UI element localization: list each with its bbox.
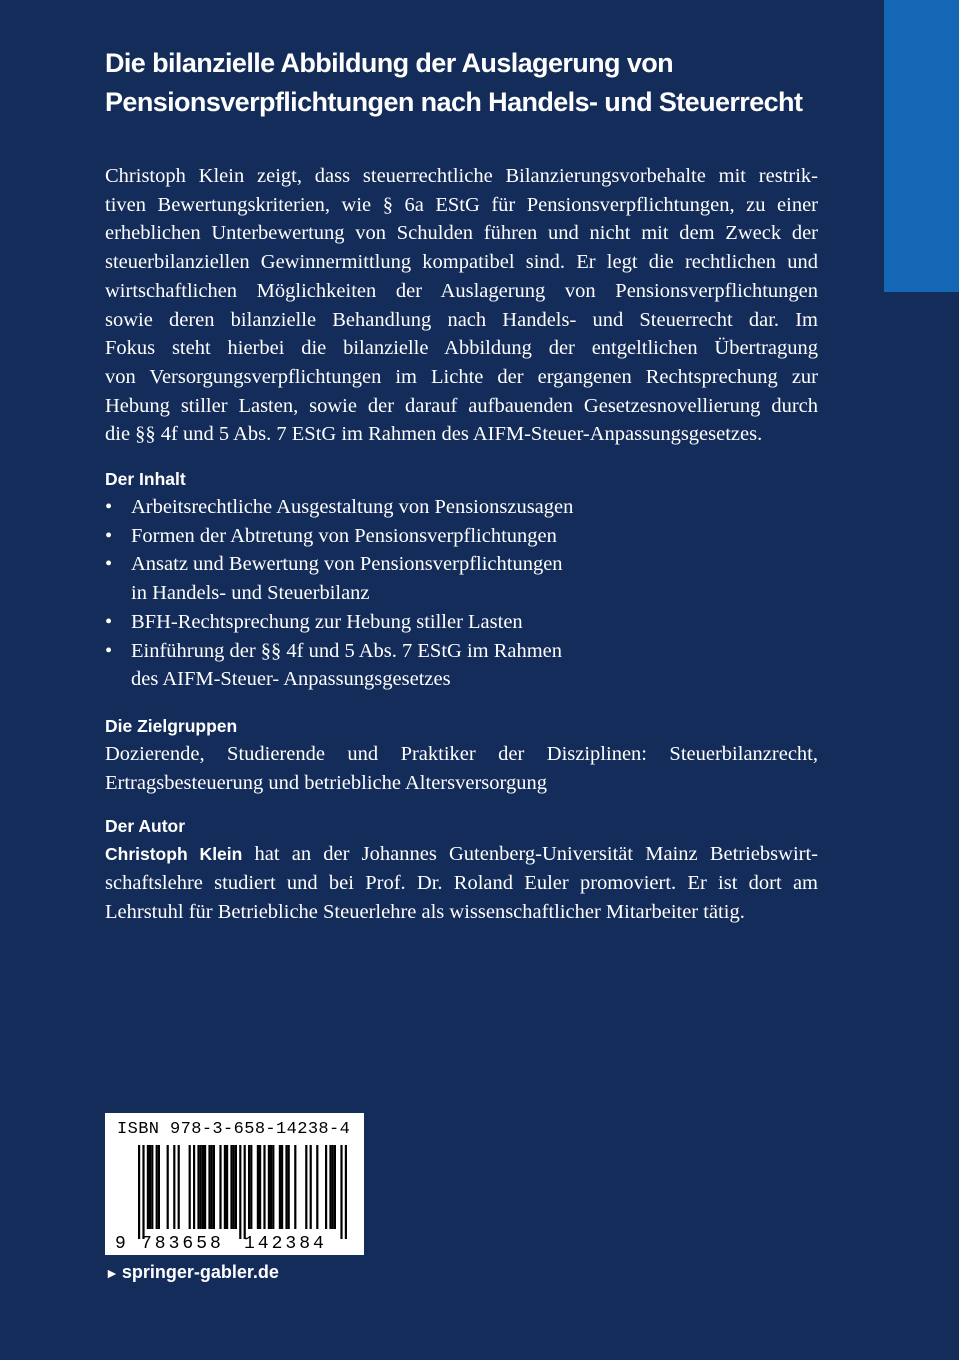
list-item-text: Ansatz und Bewertung von Pensionsverpflichtungen bbox=[131, 553, 563, 576]
abstract-line: erheblichen Unterbewertung von Schulden führen und nicht mit dem Zweck der bbox=[105, 222, 818, 245]
author-bio-text: hat an der Johannes Gutenberg-Universität Mainz Betriebswirt- bbox=[242, 843, 818, 866]
barcode-bar bbox=[332, 1145, 334, 1229]
barcode-bar bbox=[270, 1145, 272, 1229]
publisher-link[interactable] bbox=[105, 1262, 279, 1283]
barcode-digits-left: 783658 bbox=[141, 1234, 224, 1254]
barcode-bar bbox=[340, 1145, 342, 1239]
barcode-bar bbox=[230, 1145, 232, 1229]
barcode-bar bbox=[263, 1145, 265, 1229]
abstract-line: tiven Bewertungskriterien, wie § 6a EStG für Pensionsverpflichtungen, zu einer bbox=[105, 193, 818, 216]
barcode-bar bbox=[197, 1145, 199, 1229]
barcode-bar bbox=[288, 1145, 290, 1229]
author-bio bbox=[105, 840, 818, 926]
barcode-bar bbox=[259, 1145, 261, 1229]
barcode-bar bbox=[151, 1145, 153, 1229]
author-heading: Der Autor bbox=[105, 816, 186, 837]
list-item-text: Arbeitsrechtliche Ausgestaltung von Pensionszusagen bbox=[131, 496, 574, 519]
contents-list bbox=[105, 493, 818, 694]
abstract-line: Hebung stiller Lasten, sowie der darauf aufbauenden Gesetzesnovellierung durch bbox=[105, 394, 818, 417]
barcode-bar bbox=[329, 1145, 331, 1229]
website-url: springer-gabler.de bbox=[121, 1262, 279, 1282]
list-item bbox=[105, 550, 818, 607]
barcode-bar bbox=[138, 1145, 140, 1239]
barcode-bar bbox=[244, 1145, 246, 1239]
barcode-bar bbox=[268, 1145, 270, 1229]
abstract-line: sowie deren bilanzielle Behandlung nach Handels- und Steuerrecht dar. Im bbox=[105, 308, 818, 331]
isbn-barcode bbox=[105, 1113, 364, 1255]
list-item bbox=[105, 608, 818, 637]
barcode-bar bbox=[158, 1145, 160, 1229]
barcode-bar bbox=[147, 1145, 149, 1229]
barcode-bar bbox=[316, 1145, 318, 1229]
barcode-bar bbox=[200, 1145, 202, 1229]
bullet-icon: • bbox=[105, 610, 113, 633]
bullet-icon: • bbox=[105, 639, 113, 662]
barcode-digit-first: 9 bbox=[115, 1234, 126, 1254]
list-item-text: Formen der Abtretung von Pensionsverpflichtungen bbox=[131, 524, 557, 547]
list-item-text: BFH-Rechtsprechung zur Hebung stiller Lasten bbox=[131, 610, 523, 633]
barcode-bar bbox=[178, 1145, 180, 1229]
audience-line: Dozierende, Studierende und Praktiker der Disziplinen: Steuerbilanzrecht, bbox=[105, 742, 818, 765]
barcode-bar bbox=[325, 1145, 327, 1229]
barcode-bar bbox=[213, 1145, 215, 1229]
title-line: Die bilanzielle Abbildung der Auslagerung von bbox=[105, 48, 674, 78]
barcode-bar bbox=[294, 1145, 296, 1229]
author-name: Christoph Klein bbox=[105, 844, 243, 865]
barcode-bar bbox=[334, 1145, 336, 1229]
accent-bar bbox=[884, 0, 959, 292]
barcode-bar bbox=[156, 1145, 158, 1229]
bullet-icon: • bbox=[105, 496, 113, 519]
abstract-line: wirtschaftlichen Möglichkeiten der Auslagerung von Pensionsverpflichtungen bbox=[105, 279, 818, 302]
barcode-bar bbox=[285, 1145, 287, 1229]
barcode-bar bbox=[193, 1145, 195, 1229]
abstract-line: die §§ 4f und 5 Abs. 7 EStG im Rahmen des AIFM-Steuer-Anpassungsgesetzes. bbox=[105, 423, 763, 446]
barcode-bar bbox=[208, 1145, 210, 1229]
back-cover-content bbox=[105, 44, 818, 926]
barcode-bar bbox=[204, 1145, 206, 1229]
audience-heading: Die Zielgruppen bbox=[105, 715, 238, 736]
barcode-bar bbox=[250, 1145, 252, 1229]
barcode-bar bbox=[142, 1145, 144, 1239]
abstract-line: Fokus steht hierbei die bilanzielle Abbildung der entgeltlichen Übertragung bbox=[105, 337, 818, 360]
abstract bbox=[105, 162, 818, 449]
barcode-bar bbox=[310, 1145, 312, 1229]
list-item bbox=[105, 522, 818, 551]
barcode-bar bbox=[272, 1145, 274, 1229]
abstract-line: von Versorgungsverpflichtungen im Lichte der ergangenen Rechtsprechung zur bbox=[105, 365, 818, 388]
book-title bbox=[105, 44, 818, 122]
barcode-bar bbox=[257, 1145, 259, 1229]
barcode-bar bbox=[235, 1145, 237, 1229]
contents-heading: Der Inhalt bbox=[105, 469, 186, 490]
barcode-bar bbox=[167, 1145, 169, 1229]
barcode-bar bbox=[189, 1145, 191, 1229]
list-item-text: des AIFM-Steuer- Anpassungsgesetzes bbox=[131, 668, 451, 691]
arrow-icon: ► bbox=[105, 1265, 119, 1281]
barcode-bar bbox=[202, 1145, 204, 1229]
barcode-bar bbox=[248, 1145, 250, 1229]
title-line: Pensionsverpflichtungen nach Handels- und Steuerrecht bbox=[105, 87, 803, 117]
barcode-bar bbox=[305, 1145, 307, 1229]
barcode-bar bbox=[281, 1145, 283, 1229]
audience-line: Ertragsbesteuerung und betriebliche Altersversorgung bbox=[105, 771, 547, 794]
barcode-bar bbox=[279, 1145, 281, 1229]
author-bio-line: Lehrstuhl für Betriebliche Steuerlehre als wissenschaftlicher Mitarbeiter tätig. bbox=[105, 900, 745, 923]
list-item bbox=[105, 637, 818, 694]
isbn-label: ISBN 978-3-658-14238-4 bbox=[117, 1120, 351, 1139]
barcode-bar bbox=[226, 1145, 228, 1229]
barcode-digits-right: 142384 bbox=[244, 1234, 327, 1254]
barcode-bar bbox=[149, 1145, 151, 1229]
barcode-bar bbox=[233, 1145, 235, 1229]
bullet-icon: • bbox=[105, 553, 113, 576]
barcode-bar bbox=[219, 1145, 221, 1229]
abstract-line: Christoph Klein zeigt, dass steuerrechtliche Bilanzierungsvorbehalte mit restrik- bbox=[105, 165, 818, 187]
barcode-bar bbox=[345, 1145, 347, 1239]
abstract-line: steuerbilanziellen Gewinnermittlung kompatibel sind. Er legt die rechtlichen und bbox=[105, 251, 818, 274]
barcode-graphic bbox=[105, 1113, 364, 1255]
barcode-bar bbox=[173, 1145, 175, 1229]
author-bio-line bbox=[105, 840, 818, 869]
list-item bbox=[105, 493, 818, 522]
barcode-bar bbox=[224, 1145, 226, 1229]
list-item-text: in Handels- und Steuerbilanz bbox=[131, 582, 370, 605]
barcode-bar bbox=[239, 1145, 241, 1239]
list-item-text: Einführung der §§ 4f und 5 Abs. 7 EStG im Rahmen bbox=[131, 639, 563, 662]
bullet-icon: • bbox=[105, 524, 113, 547]
audience-text bbox=[105, 740, 818, 797]
author-bio-line: schaftslehre studiert und bei Prof. Dr. Roland Euler promoviert. Er ist dort am bbox=[105, 872, 818, 895]
barcode-bar bbox=[211, 1145, 213, 1229]
